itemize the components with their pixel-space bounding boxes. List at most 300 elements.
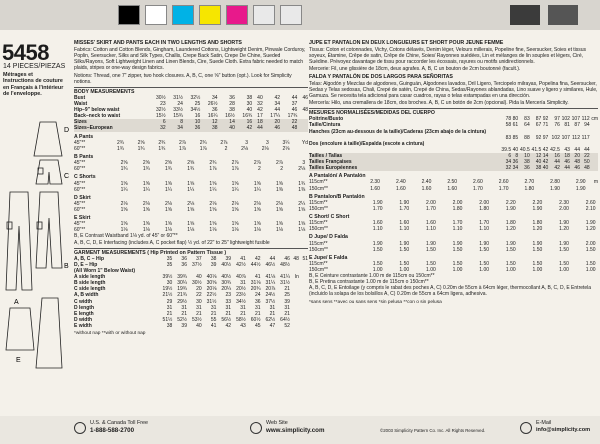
table-cell: 40 xyxy=(542,165,549,172)
row-label: 115cm** xyxy=(309,179,328,186)
table-cell: 1⅛ xyxy=(142,227,150,234)
row-label: Taille/Cintura xyxy=(309,122,341,129)
table-cell: 35 xyxy=(166,261,173,268)
table-cell: 38 xyxy=(530,165,542,171)
garment-measurements-header: GARMENT MEASUREMENTS ( Hip Printed on Pattern Tissue ) xyxy=(74,248,308,256)
table-cell: 38 xyxy=(229,107,235,114)
table-cell: 1.00 xyxy=(479,267,490,274)
table-row xyxy=(309,186,598,192)
table-cell: 44 xyxy=(291,94,298,101)
table-cell: 31 xyxy=(254,304,261,311)
table-cell: 42 xyxy=(542,146,549,153)
table-cell: 1.10 xyxy=(479,226,490,233)
table-cell: 1¾ xyxy=(298,180,306,187)
table-cell: 20 xyxy=(196,286,202,293)
email-address[interactable]: info@simplicity.com xyxy=(536,427,591,433)
row-label: 45"** xyxy=(74,160,86,167)
sketch-label-e: E xyxy=(16,357,21,364)
table-cell: 40½ xyxy=(221,274,232,281)
row-label: D length xyxy=(74,304,94,311)
table-cell: 1.60 xyxy=(370,185,380,192)
table-cell: 2⅝ xyxy=(165,160,172,167)
table-cell: 46 xyxy=(284,255,290,262)
table-cell: 1⅝ xyxy=(187,221,195,228)
table-cell: 42 xyxy=(254,255,261,262)
table-cell: 41 xyxy=(240,255,246,262)
table-cell: 20¼ xyxy=(221,286,232,293)
table-cell: 20 xyxy=(263,119,280,125)
table-cell: 2⅞ xyxy=(276,160,283,167)
row-label: A, B width xyxy=(74,292,99,299)
table-cell: 1⅝ xyxy=(276,180,283,187)
table-cell: 42 xyxy=(542,159,549,166)
row-label: Sizes–European xyxy=(74,125,148,131)
row-label: D, E – Hip xyxy=(74,261,98,268)
table-cell: 1.80 xyxy=(505,220,516,227)
table-cell: 2⅛ xyxy=(276,200,283,207)
table-cell: 31¼ xyxy=(265,280,276,287)
table-cell: 1.10 xyxy=(452,226,463,233)
table-cell: 1.50 xyxy=(559,260,569,267)
light-gray-swatch xyxy=(253,5,275,25)
table-cell: 37 xyxy=(291,101,298,108)
table-cell: 2¾ xyxy=(209,160,217,167)
table-cell: 19¾ xyxy=(177,286,187,293)
table-cell: 40 xyxy=(512,146,519,153)
table-cell: 22 xyxy=(580,153,590,159)
table-cell: 1.20 xyxy=(505,226,516,233)
table-cell: 2⅝ xyxy=(120,160,128,167)
table-cell: 24½ xyxy=(265,292,276,299)
table-cell: 32 xyxy=(500,165,512,171)
table-cell: 2.60 xyxy=(585,199,596,206)
table-cell: 44 xyxy=(274,107,281,114)
table-cell: 1.20 xyxy=(532,226,543,233)
table-cell: 16¾ xyxy=(242,113,253,120)
table-cell: 94 xyxy=(584,122,590,129)
table-cell: 117 xyxy=(581,134,590,141)
table-cell: 23½ xyxy=(236,292,246,299)
pocket-sketch xyxy=(7,222,12,229)
table-cell: 1¾ xyxy=(116,145,124,152)
table-cell: 2.00 xyxy=(559,205,569,212)
table-cell: 46 xyxy=(570,165,580,171)
table-cell: 88 xyxy=(524,134,530,141)
table-cell: 51½ xyxy=(162,316,173,323)
table-cell: 30½ xyxy=(191,280,202,287)
row-label: 150cm** xyxy=(309,185,328,192)
table-cell: 30 xyxy=(246,101,253,108)
table-cell: 1¼ xyxy=(142,186,150,193)
table-cell: 21 xyxy=(196,310,202,317)
pretina-text: B, E Pretina contrastante 1.00 m de 115cm o 150cm** xyxy=(309,279,429,286)
table-cell: 83 xyxy=(524,116,530,123)
table-cell: 21 xyxy=(254,310,261,317)
table-cell: 60½ xyxy=(250,316,261,323)
table-cell xyxy=(596,206,598,212)
table-cell: 20⅛ xyxy=(206,286,217,293)
table-cell: 1⅝ xyxy=(142,207,150,213)
sketch-label-d: D xyxy=(64,127,70,134)
table-cell: 3 xyxy=(265,139,269,146)
table-cell: 1.50 xyxy=(559,246,569,253)
table-cell: 41 xyxy=(254,274,261,281)
table-cell: 21½ xyxy=(162,292,173,299)
table-cell: 1.90 xyxy=(550,185,560,192)
table-cell: 1⅝ xyxy=(298,221,306,228)
table-cell: 12 xyxy=(200,119,217,125)
row-label: Back–neck to waist xyxy=(74,113,121,120)
row-label: 45"** xyxy=(74,200,86,207)
table-cell: 44½ xyxy=(250,261,261,268)
table-cell: 32 xyxy=(257,101,263,108)
table-cell: 1¾ xyxy=(158,145,166,152)
table-cell: 58 xyxy=(505,122,512,129)
table-cell: 53½ xyxy=(191,316,202,323)
table-row xyxy=(74,187,308,193)
phone-icon xyxy=(74,422,86,434)
table-cell: 3¼ xyxy=(282,139,290,146)
table-cell: 2.30 xyxy=(559,199,569,206)
table-row xyxy=(74,166,308,172)
table-cell: 30½ xyxy=(155,94,166,101)
ceinture-text: B, E Ceinture contrastante 1.00 m de 115cm ou 150cm** xyxy=(309,273,435,280)
table-cell: 6 xyxy=(148,119,165,125)
fabrics-text: Fabrics: Cotton and Cotton Blends, Gingham, Laundered Cottons, Lightweight Denim, Pinwale Corduroy, Poplin, Seersucker, Silks and Silk Types, Challis, Crepe Back Satin, Crepe De Chine, Sueded Silks/Rayons, Soft Lightweight Linen and Linen Blends, Cire, Suede Cloth. Extra fabric needed to match plaids, stripes or one-way design fabrics. xyxy=(74,47,306,72)
row-label: Bust xyxy=(74,94,86,101)
merceria-text: Mercería: Hilo, una cremallera de 18cm, dos broches. A, B, C un botón de 2cm (opcional). Pida la Mercería Simplicity. xyxy=(309,100,569,107)
table-cell: 1¼ xyxy=(209,186,217,193)
table-cell: 1.50 xyxy=(426,260,436,267)
table-cell xyxy=(596,226,598,232)
table-cell: 31 xyxy=(210,304,217,311)
color-registration-bar xyxy=(0,0,600,30)
table-row xyxy=(74,323,308,329)
table-cell: 2 xyxy=(280,166,283,173)
table-cell: 1.00 xyxy=(452,267,463,274)
table-cell: 62½ xyxy=(265,316,276,323)
table-cell: 15¾ xyxy=(173,113,183,120)
table-cell: 1⅝ xyxy=(120,180,128,187)
table-cell: 19½ xyxy=(162,286,173,293)
table-cell: 1.50 xyxy=(399,260,410,267)
table-cell: 22 xyxy=(280,119,297,125)
table-cell: 112 xyxy=(572,134,580,141)
view-label: E Jupe/ E Falda xyxy=(309,254,348,261)
table-cell: 12 xyxy=(530,153,542,159)
table-cell: 23 xyxy=(160,101,166,108)
view-label: A Pantalón/ A Pantalón xyxy=(309,173,366,180)
table-cell: 2.60 xyxy=(473,179,483,186)
table-cell: 2.20 xyxy=(505,199,516,206)
table-cell: 31 xyxy=(240,304,246,311)
table-cell: 42½ xyxy=(236,261,246,268)
table-cell: 52½ xyxy=(177,316,187,323)
table-cell xyxy=(590,165,598,171)
sketch-label-b: B xyxy=(64,263,69,270)
table-cell: 29 xyxy=(166,298,173,305)
shorts-c-sketch xyxy=(36,160,62,184)
table-cell: 1⅛ xyxy=(165,227,172,234)
table-cell xyxy=(305,207,308,213)
table-cell: 1.10 xyxy=(372,226,383,233)
table-cell: 1.60 xyxy=(426,220,436,227)
table-cell: 34½ xyxy=(190,107,201,114)
row-label: (All Worn 1" Below Waist) xyxy=(74,268,135,275)
table-cell: 24 xyxy=(254,292,261,299)
row-label: Waist xyxy=(74,101,88,108)
table-cell: 48 xyxy=(580,165,590,171)
table-cell: 1⅜ xyxy=(298,186,306,193)
table-cell: 1.70 xyxy=(479,220,490,227)
row-label: 60"** xyxy=(74,207,86,213)
table-cell: 39 xyxy=(181,322,187,329)
table-cell: 37½ xyxy=(265,298,276,305)
table-cell: 3 xyxy=(245,139,249,146)
table-cell: 2¾ xyxy=(199,139,207,146)
table-cell: 6 xyxy=(500,153,512,159)
table-cell: 1.90 xyxy=(399,240,410,247)
table-cell: 28 xyxy=(229,101,235,108)
table-cell: 21 xyxy=(181,310,187,317)
row-label: Tailles Françaises xyxy=(309,159,500,165)
table-cell: 2⅛ xyxy=(231,200,239,207)
table-cell: 1.90 xyxy=(372,240,383,247)
row-label: 150cm** xyxy=(309,267,328,274)
table-cell: 56½ xyxy=(221,316,232,323)
table-cell: 71 xyxy=(542,122,549,129)
contrast-waistband: B, E Contrast Waistband 1⅛ yd. of 45" or 60"** xyxy=(74,233,178,240)
table-cell: 42 xyxy=(225,322,232,329)
table-cell: 1.80 xyxy=(479,205,490,212)
row-label: C side length xyxy=(74,286,106,293)
table-cell: 2⅛ xyxy=(209,200,217,207)
table-cell: 17 xyxy=(257,113,263,120)
table-cell: 55 xyxy=(210,316,217,323)
row-label: 150cm** xyxy=(309,246,328,253)
table-cell: 21 xyxy=(284,286,290,293)
table-cell: 43 xyxy=(240,322,246,329)
table-cell: 47 xyxy=(269,322,276,329)
back-view-sketch xyxy=(36,298,62,368)
table-cell: 76 xyxy=(554,122,560,129)
table-cell: 30⅝ xyxy=(206,280,217,287)
web-icon xyxy=(250,422,262,434)
metrages-section xyxy=(309,173,598,273)
yardage-table xyxy=(309,179,598,191)
table-cell: 21 xyxy=(240,310,246,317)
sens-footnote: *sans sens **avec ou sans sens *sin pelusa **con o sin pelusa xyxy=(309,299,442,305)
table-cell: 52 xyxy=(284,322,290,329)
table-cell: 31 xyxy=(240,280,246,287)
table-cell: 38 xyxy=(166,322,173,329)
table-cell: 1⅝ xyxy=(231,221,239,228)
pattern-number: 5458 xyxy=(2,40,49,65)
table-cell: 36 xyxy=(181,255,187,262)
table-cell: 16 xyxy=(548,153,560,159)
table-cell: 14 xyxy=(542,152,549,159)
table-cell: 30 xyxy=(196,298,202,305)
table-cell: 34 xyxy=(500,159,512,165)
table-cell: 42.5 xyxy=(550,146,560,153)
row-label: 45"** xyxy=(74,180,86,187)
table-cell: 1.50 xyxy=(479,246,490,253)
table-cell: 1.50 xyxy=(452,260,463,267)
table-cell: 1⅝ xyxy=(276,221,283,228)
table-cell: 31⅛ xyxy=(250,280,261,287)
table-cell: 1⅝ xyxy=(231,207,239,213)
table-cell: 1⅝ xyxy=(165,180,172,187)
table-cell: 42 xyxy=(257,107,263,114)
table-cell: 39.5 xyxy=(501,146,512,153)
table-cell: 20 xyxy=(570,153,580,159)
table-cell: 16¼ xyxy=(207,113,218,120)
table-cell: 1.20 xyxy=(585,226,596,233)
row-label: Dos (encolure à taille)/Espalda (escote a cintura) xyxy=(309,140,425,147)
table-cell: 1.90 xyxy=(585,220,596,227)
table-cell: 97 xyxy=(554,116,560,123)
table-cell: 23 xyxy=(225,292,232,299)
french-spanish-column xyxy=(309,40,598,306)
table-cell: 1.90 xyxy=(559,240,569,247)
row-label: 60"** xyxy=(74,145,86,152)
table-cell: 64½ xyxy=(280,316,290,323)
table-cell: 40 xyxy=(257,94,263,101)
table-cell xyxy=(299,274,308,280)
table-cell: 1⅝ xyxy=(298,207,306,213)
email-icon xyxy=(520,422,532,434)
gray-block xyxy=(548,5,578,25)
table-cell: 37 xyxy=(196,255,202,262)
table-cell: 1.50 xyxy=(399,246,410,253)
table-cell: 2⅛ xyxy=(282,145,290,152)
nap-footnote: *without nap **with or without nap xyxy=(74,331,146,336)
table-cell: 21 xyxy=(166,310,173,317)
table-cell: 40⅞ xyxy=(236,274,246,281)
table-cell: 40½ xyxy=(221,261,232,268)
table-cell: 1.00 xyxy=(426,267,436,274)
table-cell: 2.60 xyxy=(498,179,509,186)
table-cell: 30¼ xyxy=(177,280,187,287)
table-row xyxy=(74,146,308,152)
table-cell: 2⅛ xyxy=(241,145,249,152)
table-cell: 61 xyxy=(512,122,519,129)
table-cell: 1.90 xyxy=(452,240,463,247)
table-cell: 64 xyxy=(524,122,530,129)
row-label: 45"** xyxy=(74,139,86,146)
row-label: D width xyxy=(74,316,93,323)
table-cell: 36 xyxy=(181,261,187,268)
english-column xyxy=(74,40,308,337)
table-cell: 32 xyxy=(148,125,165,131)
table-cell: 1.80 xyxy=(452,205,463,212)
table-cell: 1.70 xyxy=(452,220,463,227)
row-label: 60"** xyxy=(74,166,86,173)
table-cell: 36 xyxy=(183,125,200,131)
table-cell: 33 xyxy=(225,298,232,305)
table-cell: 2.00 xyxy=(479,199,490,206)
table-cell: 44 xyxy=(584,146,590,153)
us-canada-label: U.S. & Canada Toll Free xyxy=(90,420,149,426)
entoilage-text: A, B, C, D, E Entoilage (y compris le rabat des poches A, C) 0.20m de 55cm à 64cm léger, thermocollant A, B, C, D, E Entretela (incluido la solapa de los bolsillos A, C) 0.20m de 55cm a 64cm ligera, adhesiva. xyxy=(309,285,592,298)
table-cell: 1⅝ xyxy=(253,207,261,213)
table-cell: 14 xyxy=(218,119,235,125)
table-cell xyxy=(586,186,598,192)
yardage-table xyxy=(309,220,598,232)
yardage-table xyxy=(74,181,308,193)
row-label: 115cm** xyxy=(309,199,328,206)
table-cell: 1⅛ xyxy=(120,227,128,234)
table-cell: 44 xyxy=(252,125,263,131)
row-label: Tailles Européennes xyxy=(309,165,500,171)
table-cell: 44 xyxy=(574,146,580,153)
table-cell: 40 xyxy=(196,322,202,329)
table-cell: 2⅞ xyxy=(253,160,261,167)
table-row xyxy=(309,206,598,212)
table-cell: 35 xyxy=(166,255,173,262)
table-cell: 1.90 xyxy=(479,240,490,247)
table-cell: 50 xyxy=(580,159,590,165)
table-cell: 1.50 xyxy=(426,246,436,253)
table-cell: m xyxy=(593,179,598,186)
row-label: C width xyxy=(74,298,93,305)
table-cell: 2⅞ xyxy=(220,139,228,146)
table-cell: 1.60 xyxy=(421,185,432,192)
table-cell: Yd xyxy=(301,139,308,146)
table-cell: 42 xyxy=(548,165,560,171)
table-cell: 43 xyxy=(564,146,570,153)
table-cell: 44 xyxy=(269,255,276,262)
table-cell: cm xyxy=(591,116,598,123)
table-cell: 1⅞ xyxy=(199,145,207,152)
table-cell: 41 xyxy=(210,322,217,329)
table-cell: In xyxy=(294,274,299,281)
table-cell: 17¼ xyxy=(270,113,281,120)
table-cell: 1.60 xyxy=(399,220,410,227)
table-cell: 1⅞ xyxy=(209,166,217,173)
table-cell: 1⅝ xyxy=(187,180,195,187)
view-label: B Pants xyxy=(74,153,94,160)
table-cell: 2.90 xyxy=(575,179,586,186)
table-cell: 2.30 xyxy=(370,179,380,186)
table-cell: 1¼ xyxy=(231,186,239,193)
table-cell: 33½ xyxy=(173,107,183,114)
web-address[interactable]: www.simplicity.com xyxy=(266,427,325,434)
table-row xyxy=(309,247,598,253)
table-cell: 1.90 xyxy=(372,199,383,206)
row-label: 60"** xyxy=(74,227,86,234)
email-label: E-Mail xyxy=(536,420,552,426)
table-cell: 1.70 xyxy=(498,185,509,192)
table-cell: 1⅛ xyxy=(253,227,261,234)
table-cell: 1.00 xyxy=(559,267,569,274)
table-cell: 2.10 xyxy=(585,205,596,212)
row-label: Hip–9" below waist xyxy=(74,107,120,114)
row-label: 45"** xyxy=(74,221,86,228)
table-cell: 20¾ xyxy=(250,286,261,293)
body-measurements-table xyxy=(74,95,308,132)
table-cell: 36 xyxy=(512,159,519,166)
table-cell: 31½ xyxy=(206,298,217,305)
table-cell: 31 xyxy=(181,304,187,311)
table-cell: 2⅝ xyxy=(137,139,145,146)
table-cell: 1.90 xyxy=(505,205,516,212)
magenta-swatch xyxy=(226,5,248,25)
table-cell: 102 xyxy=(551,134,560,141)
pants-b-sketch xyxy=(36,192,62,268)
pants-a-sketch xyxy=(6,192,32,290)
french-instructions-note: Métrages et Instructions de couture en Français à l'intérieur de l'enveloppe. xyxy=(3,72,64,97)
